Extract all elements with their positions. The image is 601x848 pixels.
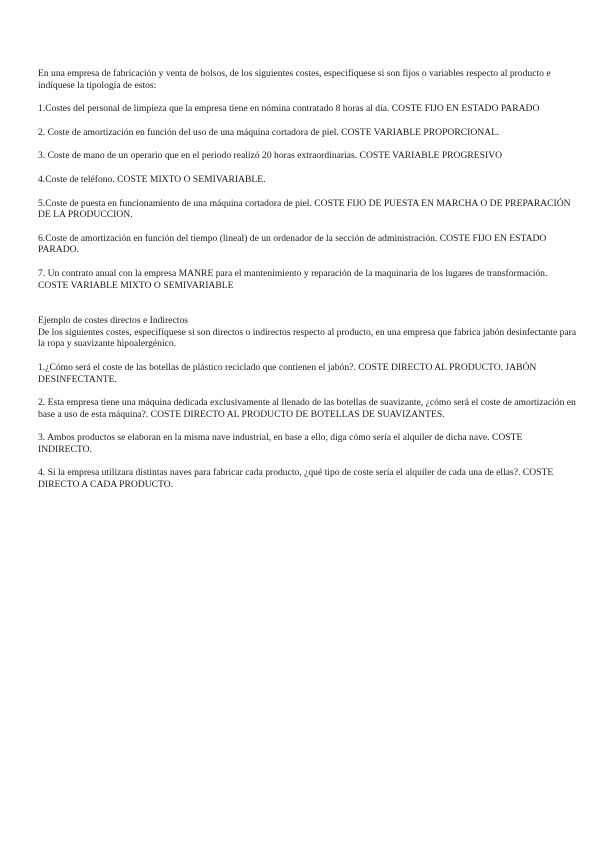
direct-cost-item-2: 2. Esta empresa tiene una máquina dedicada exclusivamente al llenado de las botellas de suavizante, ¿cómo será el coste de amortización en base a uso de esta máquina?. COSTE DIRECTO AL PRODUCTO DE BOTELLAS DE SUAVIZANTES. <box>38 397 576 420</box>
cost-item-7: 7. Un contrato anual con la empresa MANRE para el mantenimiento y reparación de la maquinaria de los lugares de transformación. COSTE VARIABLE MIXTO O SEMIVARIABLE <box>38 267 548 291</box>
section-spacer <box>38 303 578 315</box>
cost-item-2: 2. Coste de amortización en función del uso de una máquina cortadora de piel. COSTE VARIABLE PROPORCIONAL. <box>38 126 500 138</box>
direct-cost-item-4: 4. Si la empresa utilizara distintas naves para fabricar cada producto, ¿qué tipo de coste sería el alquiler de cada una de ellas?. COSTE DIRECTO A CADA PRODUCTO. <box>38 467 554 491</box>
cost-item-1: 1.Costes del personal de limpieza que la empresa tiene en nómina contratado 8 horas al día. COSTE FIJO EN ESTADO PARADO <box>38 103 540 115</box>
section-2-title: Ejemplo de costes directos e Indirectos <box>38 315 188 327</box>
intro-paragraph: En una empresa de fabricación y venta de bolsos, de los siguientes costes, especifíquese si son fijos o variables respecto al producto e indíquese la tipología de estos: <box>38 68 551 91</box>
cost-item-5: 5.Coste de puesta en funcionamiento de una máquina cortadora de piel. COSTE FIJO DE PUESTA EN MARCHA O DE PREPARACIÓN DE LA PRODUCCION. <box>38 197 571 221</box>
cost-item-3: 3. Coste de mano de un operario que en el periodo realizó 20 horas extraordinarias. COSTE VARIABLE PROGRESIVO <box>38 150 503 162</box>
direct-cost-item-1: 1.¿Cómo será el coste de las botellas de plástico reciclado que contienen el jabón?. COSTE DIRECTO AL PRODUCTO. JABÓN DESINFECTANTE. <box>38 361 537 385</box>
cost-item-4: 4.Coste de teléfono. COSTE MIXTO O SEMIVARIABLE. <box>38 173 266 185</box>
cost-item-6: 6.Coste de amortización en función del tiempo (lineal) de un ordenador de la sección de administración. COSTE FIJO EN ESTADO PARADO. <box>38 232 547 256</box>
document-body <box>38 68 578 503</box>
direct-cost-item-3: 3. Ambos productos se elaboran en la misma nave industrial, en base a ello, diga cómo sería el alquiler de dicha nave. COSTE INDIRECTO. <box>38 432 523 455</box>
section-2-intro: De los siguientes costes, especifíquese si son directos o indirectos respecto al producto, en una empresa que fabrica jabón desinfectante para la ropa y suavizante hipoalergénico. <box>38 326 577 350</box>
